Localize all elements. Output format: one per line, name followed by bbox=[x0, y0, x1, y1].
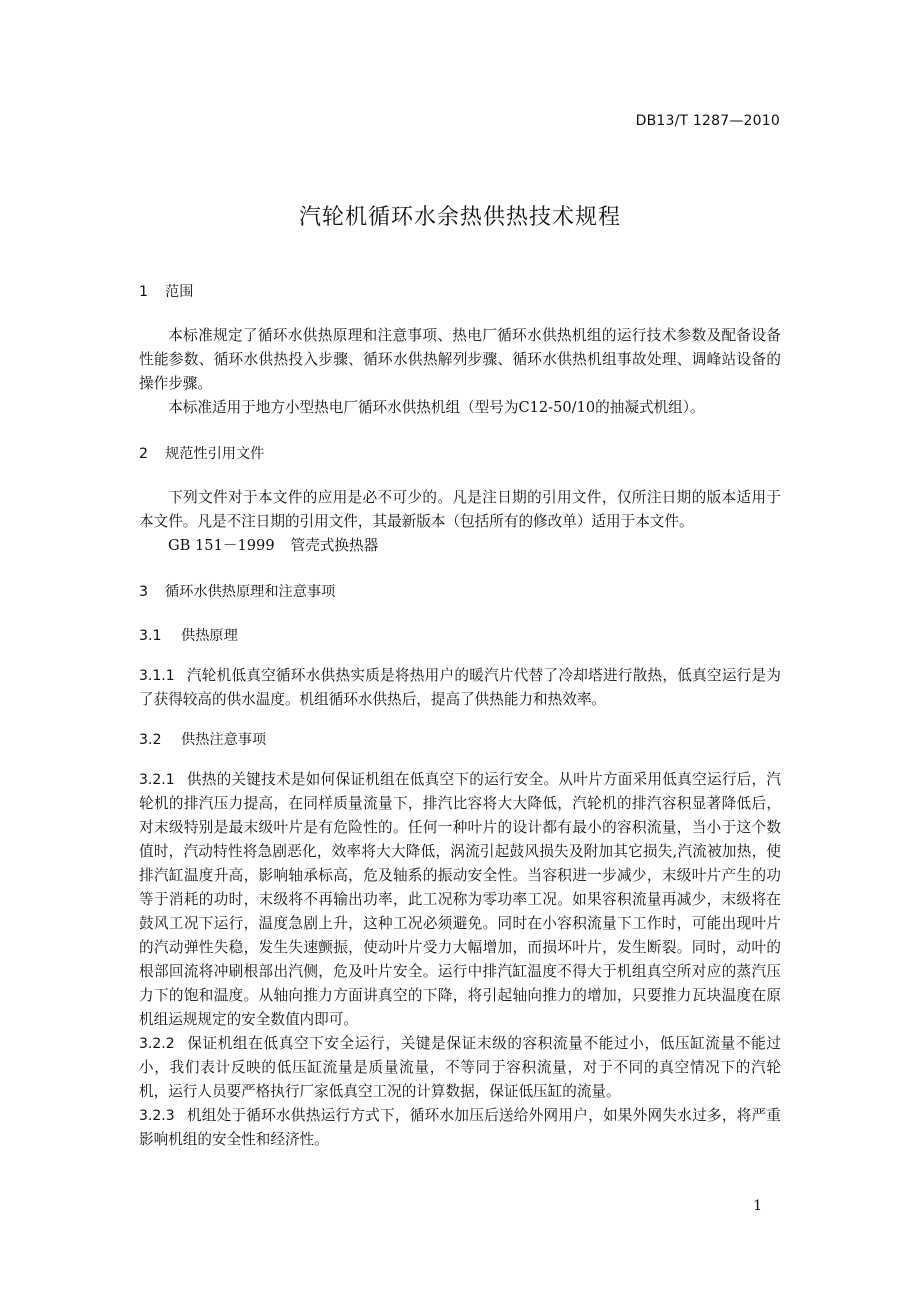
section-2-paragraph: 下列文件对于本文件的应用是必不可少的。凡是注日期的引用文件，仅所注日期的版本适用于本文件。凡是不注日期的引用文件，其最新版本（包括所有的修改单）适用于本文件。 bbox=[139, 489, 781, 530]
section-3-heading bbox=[139, 580, 781, 604]
section-1-heading bbox=[139, 280, 781, 304]
clause-3-2-3 bbox=[139, 1104, 781, 1152]
subsection-title: 供热原理 bbox=[181, 628, 238, 644]
clause-number: 3.2.1 bbox=[139, 772, 175, 788]
section-title: 循环水供热原理和注意事项 bbox=[165, 584, 336, 600]
clause-number: 3.2.3 bbox=[139, 1108, 175, 1124]
section-number: 3 bbox=[139, 584, 149, 600]
section-1-paragraph-1: 本标准规定了循环水供热原理和注意事项、热电厂循环水供热机组的运行技术参数及配备设备性能参数、循环水供热投入步骤、循环水供热解列步骤、循环水供热机组事故处理、调峰站设备的操作步骤。 bbox=[139, 327, 781, 392]
reference-standard-name: 管壳式换热器 bbox=[290, 537, 379, 554]
subsection-number: 3.2 bbox=[139, 732, 162, 748]
normative-reference bbox=[139, 534, 781, 558]
document-title: 汽轮机循环水余热供热技术规程 bbox=[298, 205, 621, 230]
section-title: 范围 bbox=[165, 284, 194, 300]
document-code: DB13/T 1287—2010 bbox=[635, 113, 780, 129]
clause-text: 供热的关键技术是如何保证机组在低真空下的运行安全。从叶片方面采用低真空运行后，汽轮机的排汽压力提高，在同样质量流量下，排汽比容将大大降低，汽轮机的排汽容积显著降低后，对末级特别是最末级叶片是有危险性的。任何一种叶片的设计都有最小的容积流量，当小于这个数值时，汽动特性将急剧恶化，效率将大大降低，涡流引起鼓风损失及附加其它损失,汽流被加热，使排汽缸温度升高，影响轴承标高，危及轴系的振动安全性。当容积进一步减少，末级叶片产生的功等于消耗的功时，末级将不再输出功率，此工况称为零功率工况。如果容积流量再减少，末级将在鼓风工况下运行，温度急剧上升，这种工况必须避免。同时在小容积流量下工作时，可能出现叶片的汽动弹性失稳，发生失速颤振，使动叶片受力大幅增加，而损坏叶片，发生断裂。同时，动叶的根部回流将冲刷根部出汽侧，危及叶片安全。运行中排汽缸温度不得大于机组真空所对应的蒸汽压力下的饱和温度。从轴向推力方面讲真空的下降，将引起轴向推力的增加，只要推力瓦块温度在原机组运规规定的安全数值内即可。 bbox=[139, 771, 781, 1028]
document-body bbox=[139, 280, 781, 1152]
subsection-number: 3.1 bbox=[139, 628, 162, 644]
subsection-title: 供热注意事项 bbox=[181, 732, 267, 748]
clause-text: 汽轮机低真空循环水供热实质是将热用户的暖汽片代替了冷却塔进行散热，低真空运行是为了获得较高的供水温度。机组循环水供热后，提高了供热能力和热效率。 bbox=[139, 667, 781, 708]
clause-3-2-1 bbox=[139, 768, 781, 1032]
section-number: 1 bbox=[139, 284, 149, 300]
section-2-heading bbox=[139, 442, 781, 466]
clause-3-1-1 bbox=[139, 664, 781, 712]
clause-number: 3.1.1 bbox=[139, 668, 175, 684]
section-1-paragraph-2: 本标准适用于地方小型热电厂循环水供热机组（型号为C12-50/10的抽凝式机组）。 bbox=[168, 399, 705, 416]
section-title: 规范性引用文件 bbox=[165, 446, 265, 462]
page-number: 1 bbox=[753, 1198, 762, 1214]
subsection-3-1-heading bbox=[139, 624, 781, 648]
subsection-3-2-heading bbox=[139, 728, 781, 752]
clause-text: 机组处于循环水供热运行方式下，循环水加压后送给外网用户，如果外网失水过多，将严重影响机组的安全性和经济性。 bbox=[139, 1107, 781, 1148]
clause-3-2-2 bbox=[139, 1032, 781, 1104]
clause-text: 保证机组在低真空下安全运行，关键是保证末级的容积流量不能过小，低压缸流量不能过小，我们表计反映的低压缸流量是质量流量，不等同于容积流量，对于不同的真空情况下的汽轮机，运行人员要严格执行厂家低真空工况的计算数据，保证低压缸的流量。 bbox=[139, 1035, 781, 1100]
reference-standard-number: GB 151－1999 bbox=[168, 537, 275, 554]
section-number: 2 bbox=[139, 446, 149, 462]
clause-number: 3.2.2 bbox=[139, 1036, 175, 1052]
